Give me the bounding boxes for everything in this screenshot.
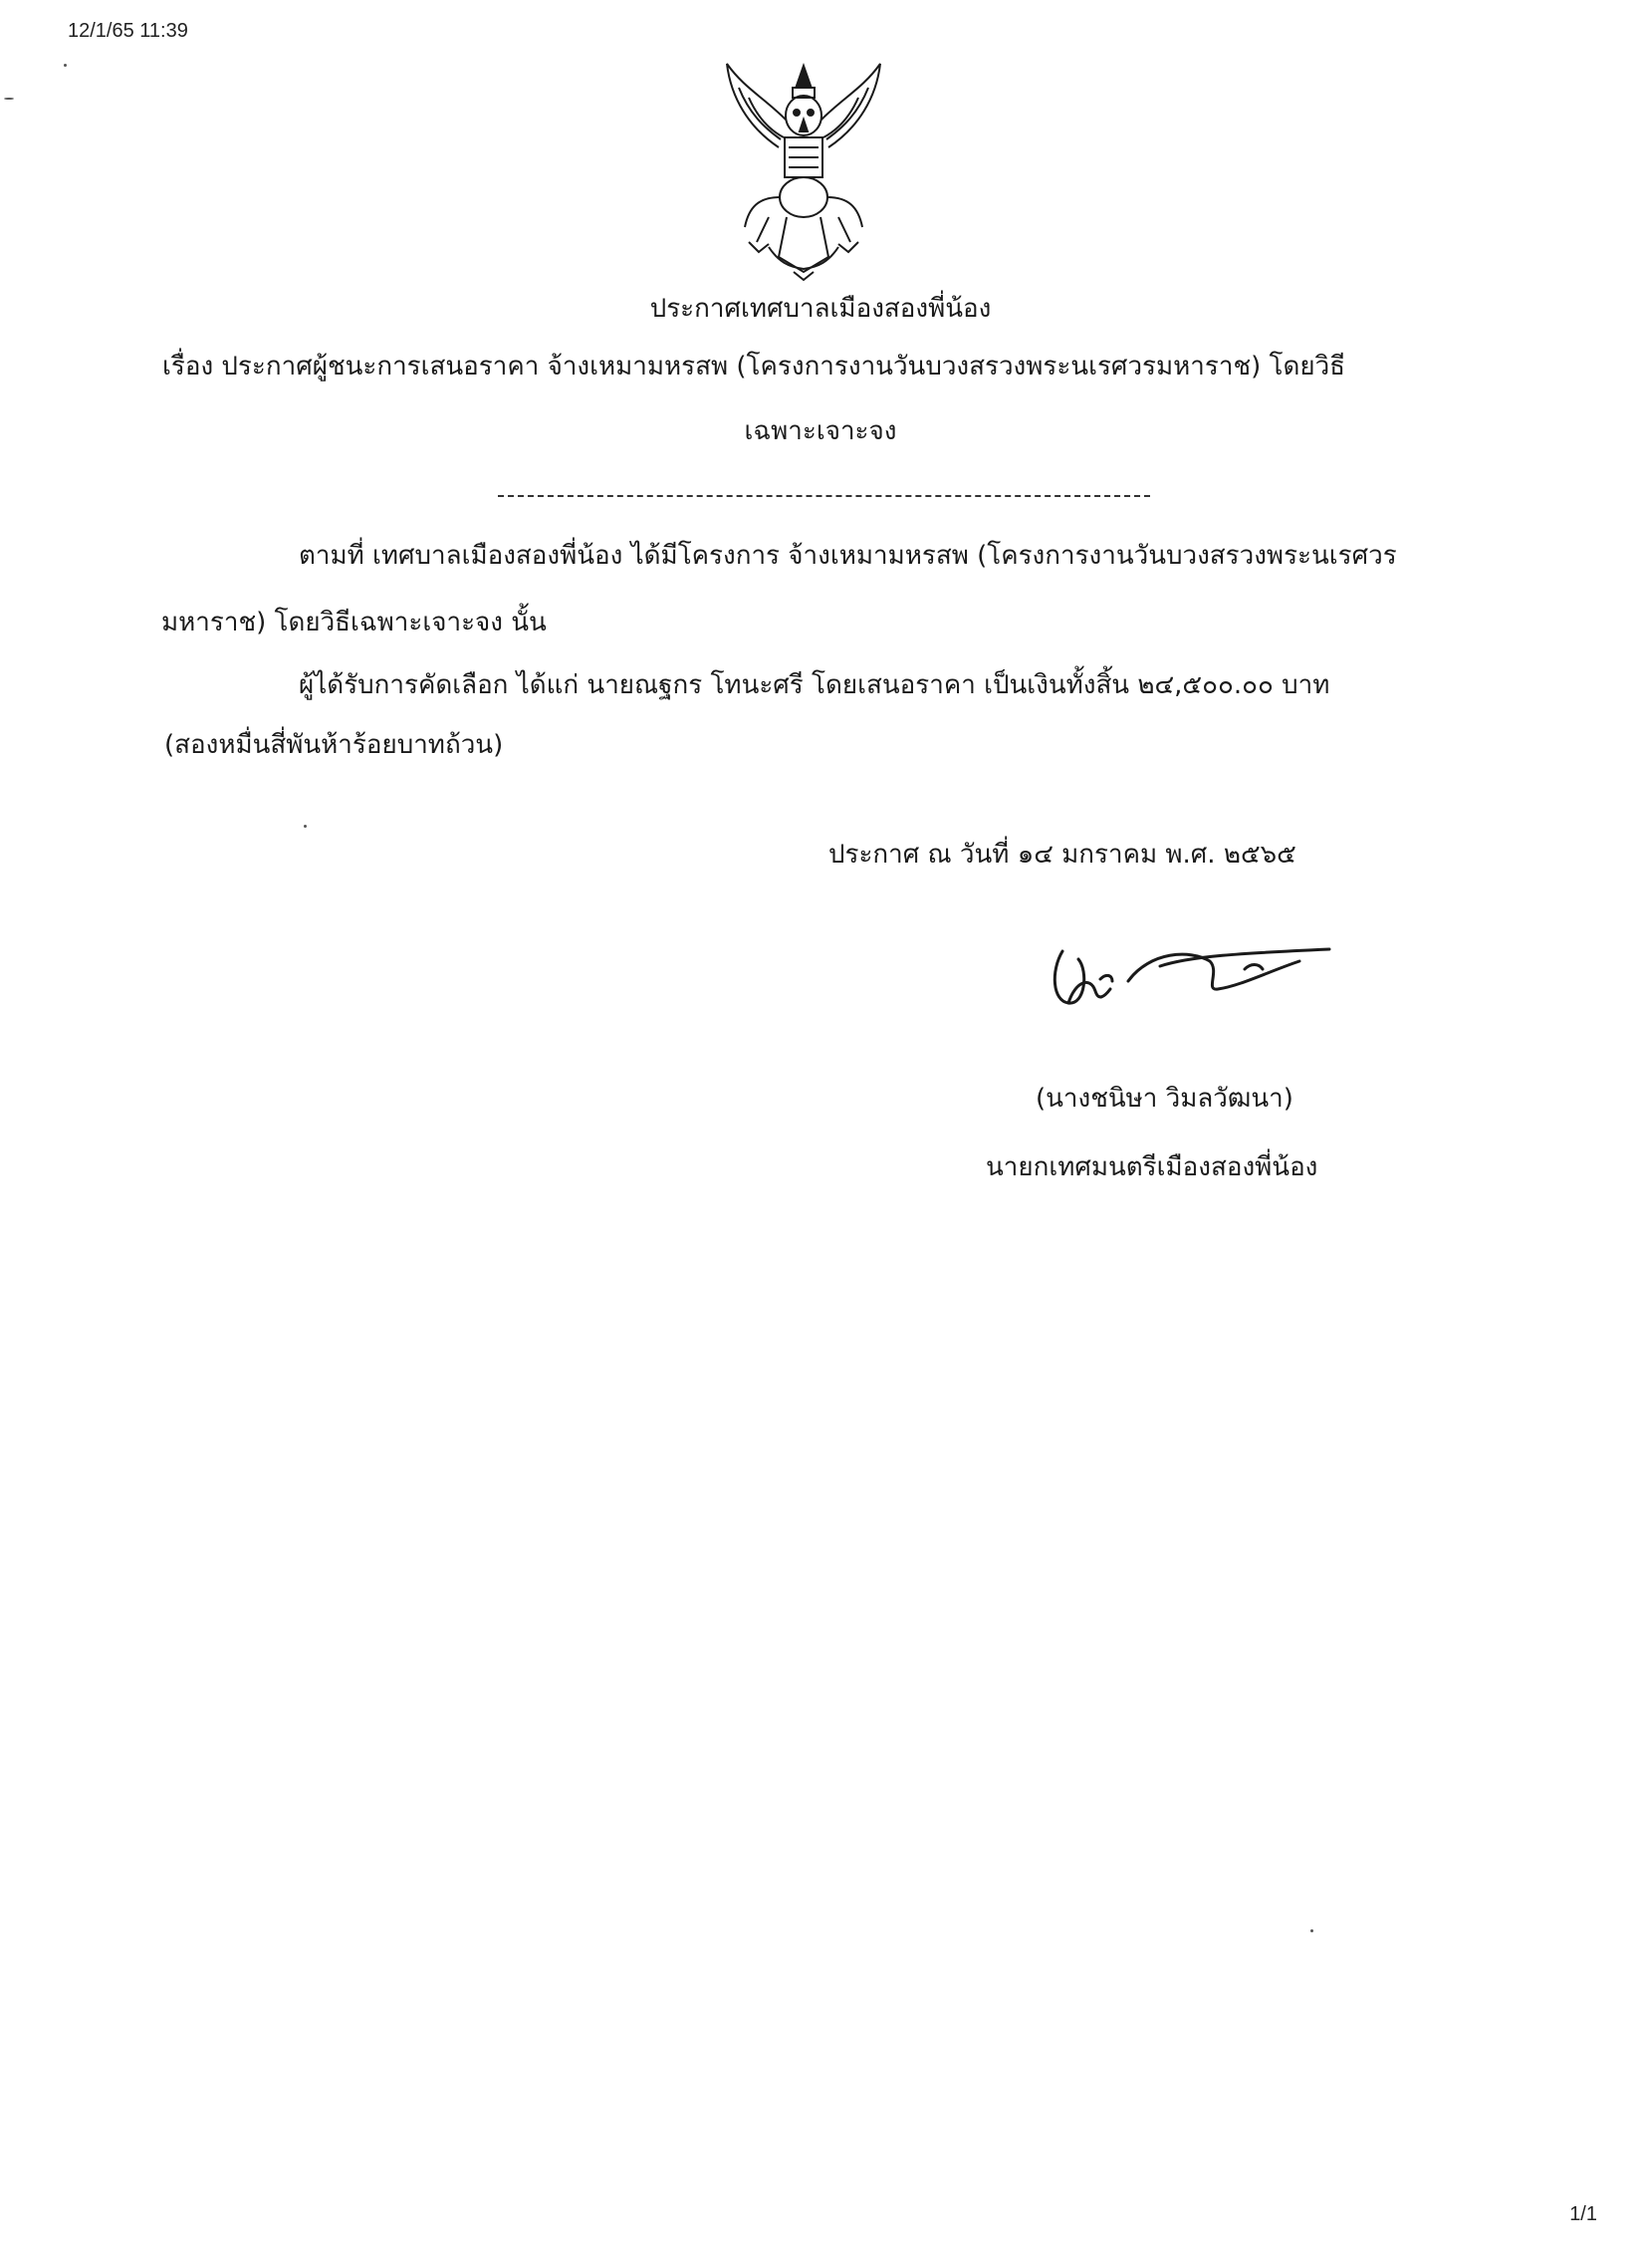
scan-speck bbox=[64, 64, 67, 67]
print-timestamp: 12/1/65 11:39 bbox=[68, 20, 188, 42]
body-para2-line2: (สองหมื่นสี่พันห้าร้อยบาทถ้วน) bbox=[164, 730, 504, 760]
scan-speck bbox=[304, 825, 307, 828]
announcement-title: ประกาศเทศบาลเมืองสองพี่น้อง bbox=[649, 294, 992, 324]
signer-name: (นางชนิษา วิมลวัฒนา) bbox=[1036, 1084, 1293, 1114]
subject-line-2: เฉพาะเจาะจง bbox=[744, 416, 897, 446]
body-para1-line2: มหาราช) โดยวิธีเฉพาะเจาะจง นั้น bbox=[161, 608, 547, 637]
signer-position: นายกเทศมนตรีเมืองสองพี่น้อง bbox=[986, 1152, 1318, 1182]
garuda-emblem-icon bbox=[709, 58, 898, 286]
body-para2-line1: ผู้ได้รับการคัดเลือก ได้แก่ นายณฐกร โทนะศรี โดยเสนอราคา เป็นเงินทั้งสิ้น ๒๔,๕๐๐.๐๐ บาท bbox=[299, 670, 1330, 700]
subject-line-1: เรื่อง ประกาศผู้ชนะการเสนอราคา จ้างเหมามหรสพ (โครงการงานวันบวงสรวงพระนเรศวรมหาราช) โดยวิธี bbox=[162, 352, 1346, 381]
page-indicator: 1/1 bbox=[1569, 2203, 1597, 2225]
body-para1-line1: ตามที่ เทศบาลเมืองสองพี่น้อง ได้มีโครงการ จ้างเหมามหรสพ (โครงการงานวันบวงสรวงพระนเรศวร bbox=[299, 541, 1397, 571]
divider-line bbox=[498, 495, 1150, 497]
scan-speck bbox=[4, 98, 14, 100]
announce-date: ประกาศ ณ วันที่ ๑๔ มกราคม พ.ศ. ๒๕๖๕ bbox=[828, 840, 1296, 870]
signature-icon bbox=[1041, 931, 1344, 1045]
scan-speck bbox=[1310, 1929, 1313, 1932]
